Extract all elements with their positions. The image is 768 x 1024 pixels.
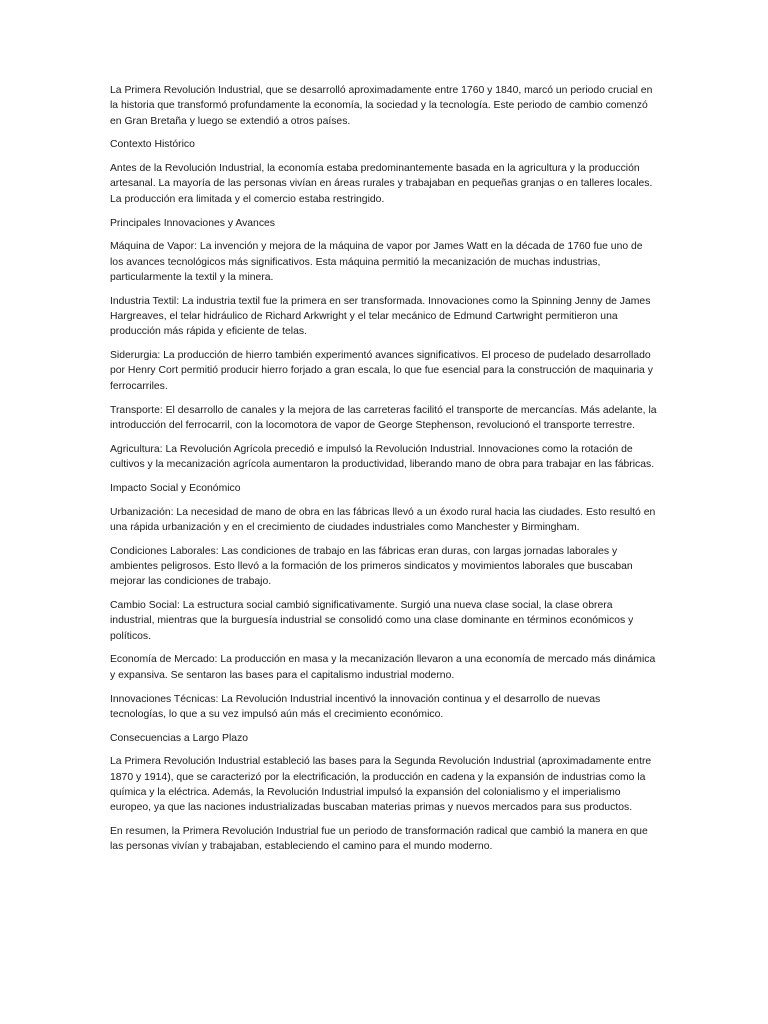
intro-paragraph: La Primera Revolución Industrial, que se desarrolló aproximadamente entre 1760 y 1840, marcó un periodo crucial en la historia que transformó profundamente la economía, la sociedad y la tecnología. Este periodo de cambio comenzó en Gran Bretaña y luego se extendió a otros países. <box>110 85 653 127</box>
impact-paragraph-social-change: Cambio Social: La estructura social cambió significativamente. Surgió una nueva clase social, la clase obrera industrial, mientras que la burguesía industrial se consolidó como una clase dominante en términos económicos y políticos. <box>110 600 634 642</box>
innovation-paragraph-textile: Industria Textil: La industria textil fue la primera en ser transformada. Innovaciones como la Spinning Jenny de James Hargreaves, el telar hidráulico de Richard Arkwright y el telar mecánico de Edmund Cartwright permitieron una producción más rápida y eficiente de telas. <box>110 295 651 338</box>
section-heading-impact: Impacto Social y Económico <box>110 482 241 494</box>
consequences-paragraph: La Primera Revolución Industrial estableció las bases para la Segunda Revolución Industrial (aproximadamente entre 1870 y 1914), que se caracterizó por la electrificación, la producción en cadena y la expansión de industrias como la química y la eléctrica. Además, la Revolución Industrial impulsó la expansión del colonialismo y el imperialismo europeo, ya que las naciones industrializadas buscaban materias primas y nuevos mercados para sus productos. <box>110 756 652 814</box>
innovation-paragraph-steel: Siderurgia: La producción de hierro también experimentó avances significativos. El proceso de pudelado desarrollado por Henry Cort permitió producir hierro forjado a gran escala, lo que fue esencial para la construcción de maquinaria y ferrocarriles. <box>110 350 653 392</box>
document-body <box>110 83 658 863</box>
section-heading-consequences: Consecuencias a Largo Plazo <box>110 732 249 744</box>
conclusion-paragraph: En resumen, la Primera Revolución Industrial fue un periodo de transformación radical que cambió la manera en que las personas vivían y trabajaban, estableciendo el camino para el mundo moderno. <box>110 826 648 853</box>
section-heading-context: Contexto Histórico <box>110 139 195 151</box>
section-heading-innovations: Principales Innovaciones y Avances <box>110 217 276 229</box>
impact-paragraph-urbanization: Urbanización: La necesidad de mano de obra en las fábricas llevó a un éxodo rural hacia las ciudades. Esto resultó en una rápida urbanización y en el crecimiento de ciudades industriales como Manchester y Birmingham. <box>110 506 656 533</box>
innovation-paragraph-transport: Transporte: El desarrollo de canales y la mejora de las carreteras facilitó el transporte de mercancías. Más adelante, la introducción del ferrocarril, con la locomotora de vapor de George Stephenson, revolucionó el transporte terrestre. <box>110 404 657 431</box>
innovation-paragraph-steam-engine: Máquina de Vapor: La invención y mejora de la máquina de vapor por James Watt en la década de 1760 fue uno de los avances tecnológicos más significativos. Esta máquina permitió la mecanización de muchas industrias, particularmente la textil y la minera. <box>110 241 643 283</box>
impact-paragraph-technical: Innovaciones Técnicas: La Revolución Industrial incentivó la innovación continua y el desarrollo de nuevas tecnologías, lo que a su vez impulsó aún más el crecimiento económico. <box>110 693 601 720</box>
impact-paragraph-market-economy: Economía de Mercado: La producción en masa y la mecanización llevaron a una economía de mercado más dinámica y expansiva. Se sentaron las bases para el capitalismo industrial moderno. <box>110 654 656 681</box>
context-paragraph: Antes de la Revolución Industrial, la economía estaba predominantemente basada en la agricultura y la producción artesanal. La mayoría de las personas vivían en áreas rurales y trabajaban en pequeñas granjas o en talleres locales. La producción era limitada y el comercio estaba restringido. <box>110 163 653 205</box>
innovation-paragraph-agriculture: Agricultura: La Revolución Agrícola precedió e impulsó la Revolución Industrial. Innovaciones como la rotación de cultivos y la mecanización agrícola aumentaron la productividad, liberando mano de obra para trabajar en las fábricas. <box>110 443 655 470</box>
impact-paragraph-labor: Condiciones Laborales: Las condiciones de trabajo en las fábricas eran duras, con largas jornadas laborales y ambientes peligrosos. Esto llevó a la formación de los primeros sindicatos y movimientos laborales que buscaban mejorar las condiciones de trabajo. <box>110 545 633 588</box>
